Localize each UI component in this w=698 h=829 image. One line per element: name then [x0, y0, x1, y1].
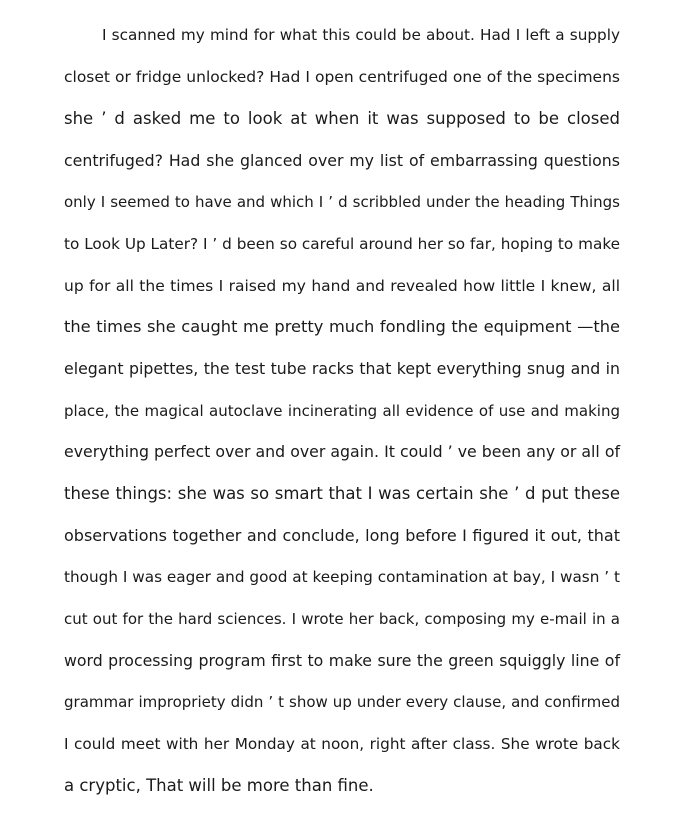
paragraph-line-9: elegant pipettes, the test tube racks that kept everything snug and in [64, 359, 620, 378]
paragraph-line-19: a cryptic, That will be more than fine. [64, 776, 374, 795]
paragraph-line-10: place, the magical autoclave incinerating all evidence of use and making [64, 402, 620, 420]
paragraph-line-17: grammar impropriety didn ’ t show up under every clause, and confirmed [64, 693, 620, 711]
paragraph-line-13: observations together and conclude, long before I figured it out, that [64, 526, 620, 545]
paragraph-line-12: these things: she was so smart that I was certain she ’ d put these [64, 484, 620, 503]
paragraph-line-15: cut out for the hard sciences. I wrote her back, composing my e-mail in a [64, 610, 620, 628]
paragraph-line-7: up for all the times I raised my hand and revealed how little I knew, all [64, 277, 620, 295]
paragraph-line-8: the times she caught me pretty much fondling the equipment —the [64, 317, 620, 336]
paragraph-line-4: centrifuged? Had she glanced over my list of embarrassing questions [64, 151, 620, 170]
paragraph-line-5: only I seemed to have and which I ’ d scribbled under the heading Things [64, 193, 620, 211]
paragraph-line-14: though I was eager and good at keeping contamination at bay, I wasn ’ t [64, 568, 620, 586]
paragraph-line-11: everything perfect over and over again. It could ’ ve been any or all of [64, 442, 620, 461]
paragraph-line-16: word processing program first to make sure the green squiggly line of [64, 651, 620, 670]
paragraph-line-2: closet or fridge unlocked? Had I open centrifuged one of the specimens [64, 68, 620, 86]
paragraph-line-3: she ’ d asked me to look at when it was supposed to be closed [64, 109, 620, 128]
paragraph-line-1: I scanned my mind for what this could be about. Had I left a supply [102, 26, 620, 44]
paragraph-line-18: I could meet with her Monday at noon, right after class. She wrote back [64, 735, 620, 753]
paragraph-line-6: to Look Up Later? I ’ d been so careful around her so far, hoping to make [64, 235, 620, 253]
